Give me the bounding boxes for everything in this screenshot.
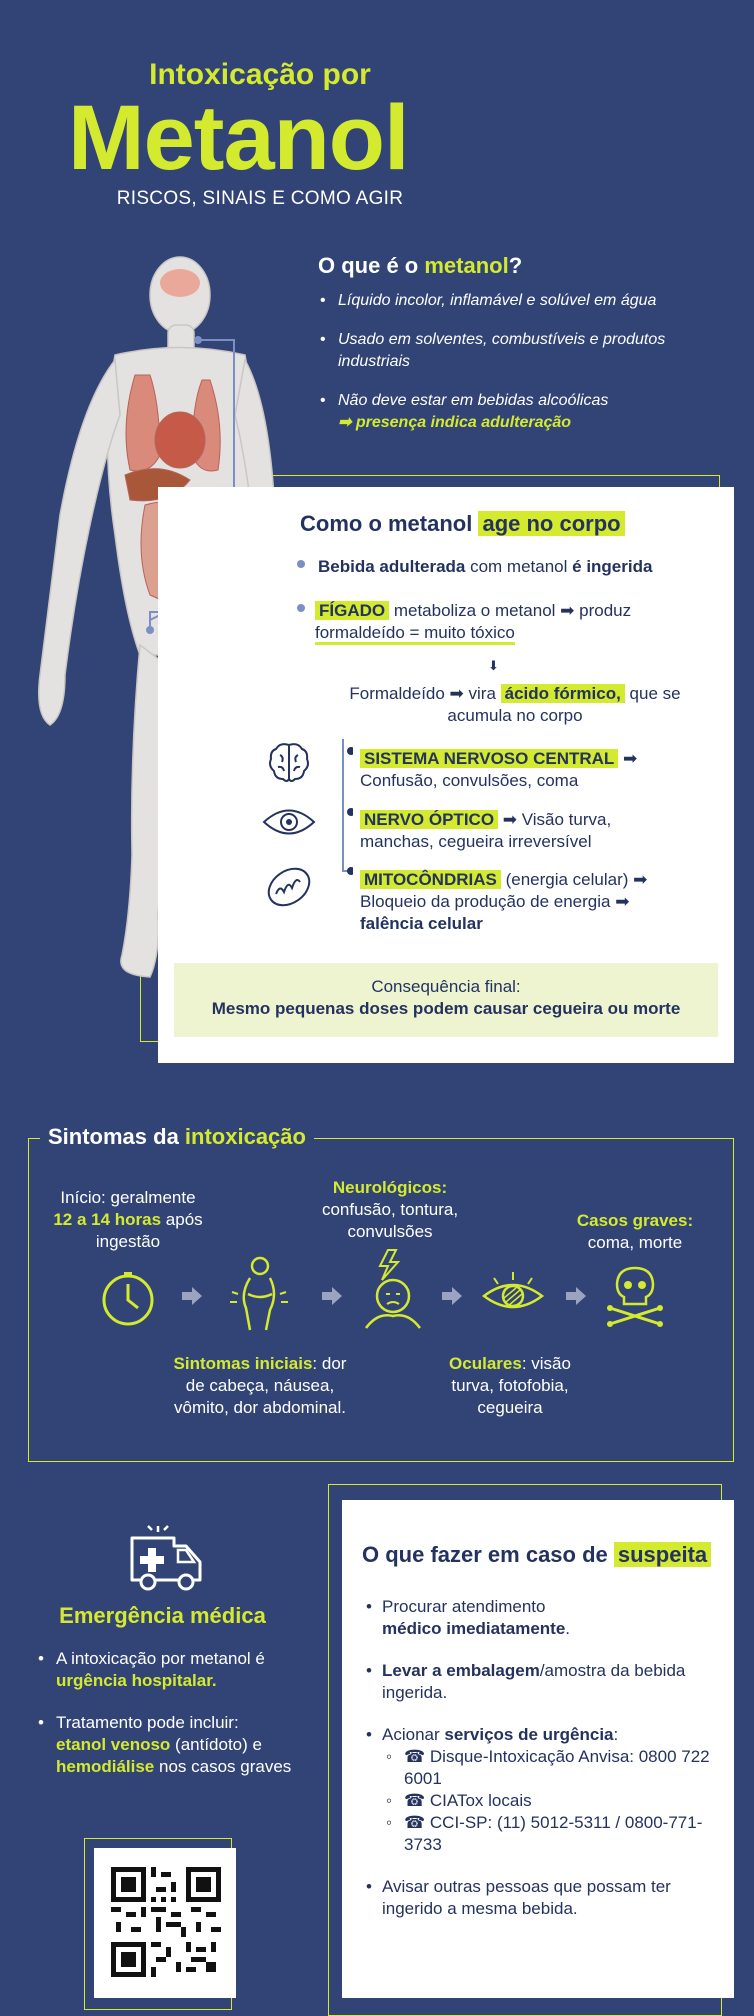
- list-item: • Não deve estar em bebidas alcoólicas ➡ presença indica adulteração: [318, 390, 718, 434]
- list-item: • A intoxicação por metanol é urgência hospitalar.: [36, 1648, 326, 1692]
- consequence-label: Consequência final:: [371, 977, 521, 996]
- effects-connector: [333, 737, 353, 877]
- symptom-severe: Casos graves: coma, morte: [576, 1211, 694, 1252]
- list-item: • Acionar serviços de urgência: ◦ ☎ Disque-Intoxicação Anvisa: 0800 722 6001 ◦ ☎ CIATox locais ◦ ☎ CCI-SP: (11) 5012-5311 / 0800-771-3733: [364, 1724, 714, 1856]
- skull-icon: [604, 1264, 666, 1328]
- effect-mitochondria: MITOCÔNDRIAS (energia celular) ➡ Bloqueio da produção de energia ➡ falência celular: [360, 870, 648, 933]
- bullet-dot: [296, 559, 306, 569]
- list-item: • Avisar outras pessoas que possam ter ingerido a mesma bebida.: [364, 1876, 714, 1920]
- step-liver: FÍGADO metaboliza o metanol ➡ produz formaldeído = muito tóxico: [315, 600, 715, 644]
- arrow-right-icon: [320, 1286, 344, 1306]
- qr-card: [94, 1848, 236, 1998]
- contact-list: [382, 1746, 714, 1856]
- down-arrow-icon: ⬇: [488, 658, 499, 673]
- contact-anvisa: ◦ ☎ Disque-Intoxicação Anvisa: 0800 722 6001: [382, 1746, 714, 1790]
- step-formaldehyde: Formaldeído ➡ vira ácido fórmico, que se acumula no corpo: [349, 684, 681, 725]
- contact-cci-sp: ◦ ☎ CCI-SP: (11) 5012-5311 / 0800-771-3733: [382, 1812, 714, 1856]
- bullet-dot: [296, 603, 306, 613]
- consequence-box: [174, 963, 718, 1037]
- what-is-title: O que é o metanol?: [318, 253, 523, 278]
- mitochondria-icon: [264, 862, 314, 912]
- what-to-do-card: [342, 1500, 734, 1998]
- title-main: Metanol: [68, 87, 409, 189]
- clock-icon: [96, 1268, 160, 1332]
- card-title: O que fazer em caso de suspeita: [362, 1542, 711, 1568]
- emergency-list: [36, 1648, 326, 1798]
- contact-ciatox: ◦ ☎ CIATox locais: [382, 1790, 714, 1812]
- arrow-right-icon: [440, 1286, 464, 1306]
- how-it-acts-card: [158, 487, 734, 1063]
- list-item: • Levar a embalagem/amostra da bebida ingerida.: [364, 1660, 714, 1704]
- subtitle: RISCOS, SINAIS E COMO AGIR: [116, 188, 404, 209]
- effect-optic-nerve: NERVO ÓPTICO ➡ Visão turva, manchas, cegueira irreversível: [360, 810, 612, 851]
- effect-cns: SISTEMA NERVOSO CENTRAL ➡ Confusão, convulsões, coma: [360, 749, 638, 790]
- card-title: Como o metanol age no corpo: [300, 511, 625, 537]
- emergency-title: Emergência médica: [59, 1603, 266, 1628]
- headache-icon: [358, 1248, 428, 1330]
- arrow-right-icon: [180, 1286, 204, 1306]
- symptom-initial: Sintomas iniciais: dor de cabeça, náusea, vômito, dor abdominal.: [173, 1354, 347, 1417]
- list-item: • Usado em solventes, combustíveis e produtos industriais: [318, 329, 718, 373]
- list-item: • Tratamento pode incluir: etanol venoso (antídoto) e hemodiálise nos casos graves: [36, 1712, 326, 1778]
- symptom-ocular: Oculares: visão turva, fotofobia, cegueira: [449, 1354, 571, 1417]
- eye-damage-icon: [480, 1268, 546, 1318]
- title-small: Intoxicação por: [149, 58, 371, 91]
- qr-code[interactable]: [111, 1867, 221, 1977]
- step-ingestion: Bebida adulterada com metanol é ingerida: [318, 557, 653, 576]
- list-item: • Procurar atendimento médico imediatamente.: [364, 1596, 714, 1640]
- arrow-right-icon: [564, 1286, 588, 1306]
- what-to-do-list: [364, 1596, 714, 1940]
- list-item: • Líquido incolor, inflamável e solúvel em água: [318, 290, 718, 312]
- stomach-pain-icon: [226, 1254, 292, 1336]
- what-is-list: [318, 290, 718, 451]
- symptom-onset: Início: geralmente 12 a 14 horas após ingestão: [53, 1188, 203, 1251]
- brain-icon: [266, 739, 312, 785]
- symptom-neuro: Neurológicos: confusão, tontura, convulsões: [321, 1178, 459, 1241]
- consequence-text: Mesmo pequenas doses podem causar cegueira ou morte: [211, 999, 681, 1018]
- ambulance-icon: [128, 1524, 204, 1594]
- symptoms-title: Sintomas da intoxicação: [40, 1124, 314, 1150]
- eye-icon: [262, 805, 316, 839]
